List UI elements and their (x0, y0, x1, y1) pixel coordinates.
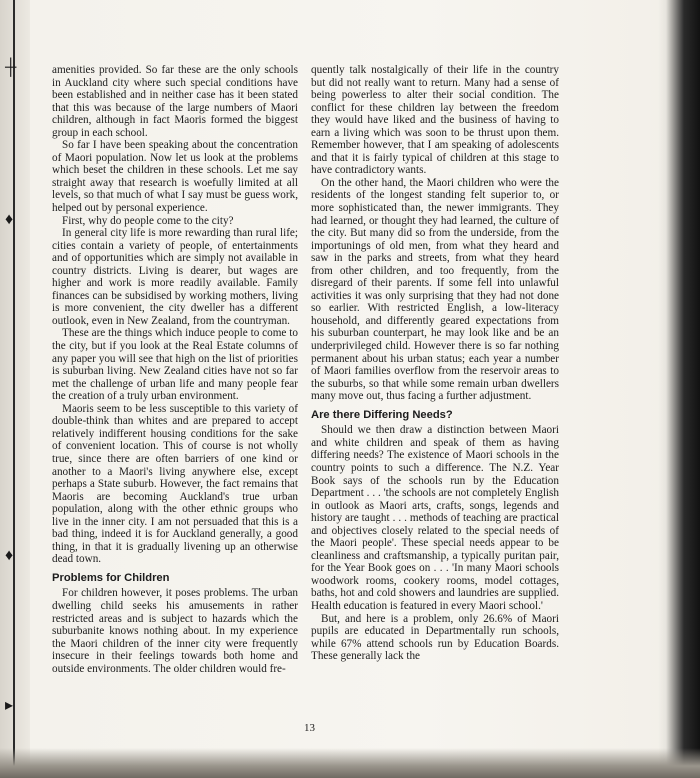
left-column (52, 64, 298, 675)
paragraph: So far I have been speaking about the concentration of Maori population. Now let us look at the problems which beset the children in these schools. Let me say straight away that research is woefully limited at all levels, so that much of what I say must be guess work, helped out by personal experience. (52, 139, 298, 215)
binding-mark-icon: ♦ (5, 211, 14, 228)
binding-edge (0, 0, 30, 778)
scan-edge-shadow (658, 0, 700, 778)
binding-mark-icon: ▸ (5, 697, 14, 714)
paragraph: On the other hand, the Maori children who were the residents of the longest standing felt superior to, or more sophisticated than, the newer immigrants. They had learned, or thought they had learned, the culture of the city. But many did so from the underside, from the importunings of old men, from what they heard and saw in the parks and streets, from what they heard from other children, and too frequently, from the disregard of their parents. If some fell into unlawful activities it was only surprising that they had not done so earlier. With restricted English, a low-literacy household, and differently geared expectations from his suburban counterpart, he may look like and be an underprivileged child. However there is so far nothing permanent about his urban status; each year a number of Maori families overflow from the reservoir areas to the suburbs, so that while some remain urban dwellers many move out, thus facing a further adjustment. (311, 176, 559, 403)
page-number: 13 (304, 722, 315, 734)
paragraph: In general city life is more rewarding than rural life; cities contain a variety of people, of entertainments and of opportunities which are simply not available in country districts. Living is dearer, but wages are higher and work is more readily available. Family finances can be subsidised by working mothers, living is more convenient, the city dweller has a different outlook, even in New Zealand, from the countryman. (52, 227, 298, 327)
paragraph: These are the things which induce people to come to the city, but if you look at the Real Estate columns of any paper you will see that high on the list of priorities is suburban living. New Zealand cities have not so far met the challenge of urban life and many people fear the creation of a truly urban environment. (52, 327, 298, 403)
paragraph: quently talk nostalgically of their life in the country but did not really want to return. Many had a sense of being powerless to alter their social condition. The conflict for these children lay between the freedom they would have liked and the business of having to earn a living which was soon to be thrust upon them. Remember however, that I am speaking of adolescents and that it is fairly typical of children at this stage to have contradictory wants. (311, 64, 559, 177)
binding-mark-icon: ♦ (5, 547, 14, 564)
section-heading: Problems for Children (52, 571, 170, 584)
right-column (311, 64, 559, 663)
paragraph: First, why do people come to the city? (62, 214, 234, 227)
paragraph: Maoris seem to be less susceptible to this variety of double-think than whites and are prepared to accept relatively indifferent housing conditions for the sake of convenient location. This of course is not wholly true, since there are often barriers of one kind or another to a Maori's living anywhere else, except perhaps a State suburb. However, the fact remains that Maoris are becoming Auckland's true urban population, along with the other ethnic groups who live in the inner city. I am not persuaded that this is a bad thing, indeed it is for Auckland generally, a good thing, in that it is gradually livening up an otherwise dead town. (52, 402, 298, 566)
paragraph: Should we then draw a distinction between Maori and white children and speak of them as having differing needs? The existence of Maori schools in the country points to such a difference. The N.Z. Year Book says of the schools run by the Education Department . . . 'the schools are not completely English in outlook as Maori arts, crafts, songs, legends and history are taught . . . methods of teaching are practical and objectives closely related to the special needs of the Maori people'. These special needs appear to be cleanliness and craftsmanship, a typically puritan pair, for the Year Book goes on . . . 'In many Maori schools woodwork rooms, cookery rooms, model cottages, baths, hot and cold showers and laundries are supplied. Health education is featured in every Maori school.' (311, 424, 559, 612)
paragraph: amenities provided. So far these are the only schools in Auckland city where such special conditions have been established and in neither case has it been stated that this was because of the large numbers of Maori children, although in fact Maoris formed the biggest group in each school. (52, 64, 298, 139)
scan-bottom-shadow (0, 748, 700, 778)
binding-mark-icon: ┼ (5, 59, 17, 76)
section-heading: Are there Differing Needs? (311, 408, 453, 421)
paragraph: But, and here is a problem, only 26.6% of Maori pupils are educated in Departmentally run schools, while 67% attend schools run by Education Boards. These generally lack the (311, 612, 559, 663)
paragraph: For children however, it poses problems. The urban dwelling child seeks his amusements in rather restricted areas and is subject to hazards which the suburbanite knows nothing about. In my experience the Maori children of the inner city were frequently insecure in their feelings towards both home and outside environments. The older children would fre- (52, 587, 298, 675)
binding-line (13, 0, 15, 778)
